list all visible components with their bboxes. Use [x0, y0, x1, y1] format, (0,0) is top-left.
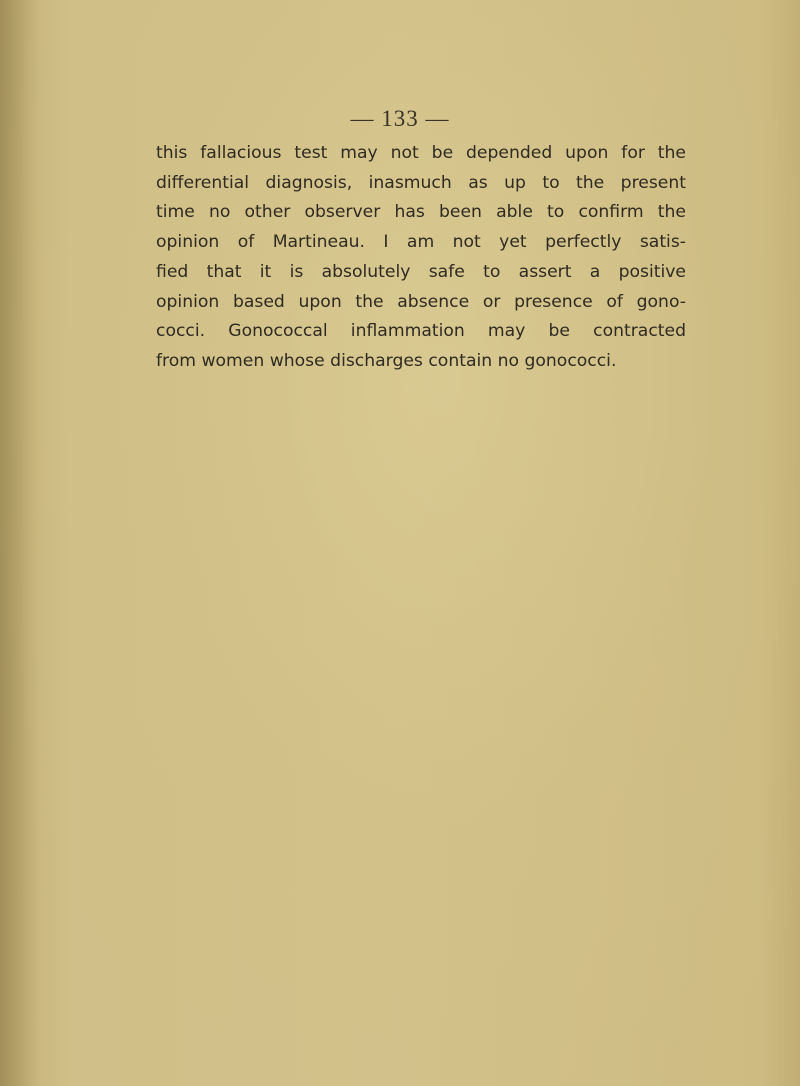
text-line-2: differential diagnosis, inasmuch as up to the present: [156, 172, 686, 193]
text-line-5: fied that it is absolutely safe to assert a positive: [156, 261, 686, 282]
text-line-6: opinion based upon the absence or presence of gono-: [156, 291, 686, 312]
text-line-4: opinion of Martineau. I am not yet perfectly satis-: [156, 232, 686, 253]
text-line-3: time no other observer has been able to confirm the: [156, 202, 686, 223]
text-line-1: this fallacious test may not be depended upon for the: [156, 143, 686, 163]
body-paragraph: [156, 139, 686, 377]
text-line-7: cocci. Gonococcal inflammation may be contracted: [156, 321, 686, 342]
text-line-8: from women whose discharges contain no gonococci.: [156, 350, 617, 371]
page-number: — 133 —: [350, 106, 450, 131]
